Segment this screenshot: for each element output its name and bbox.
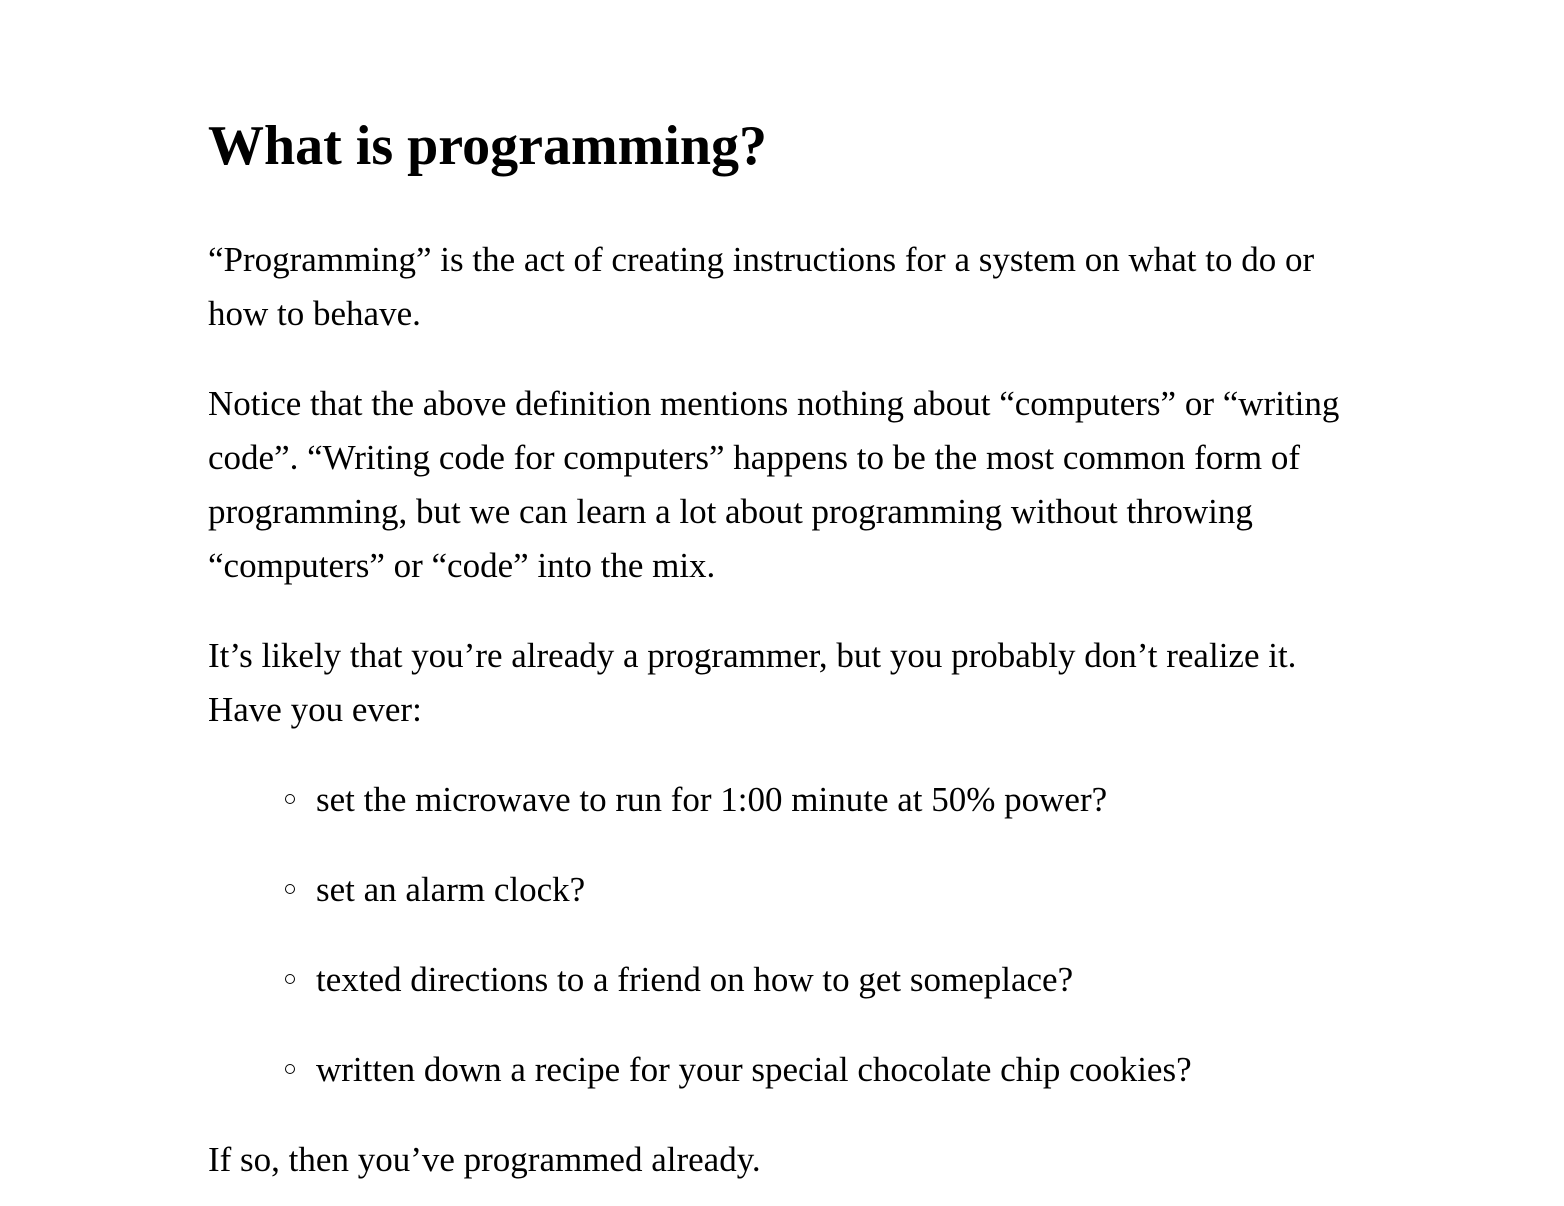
list-item-text: written down a recipe for your special chocolate chip cookies?: [316, 1050, 1192, 1089]
list-item: [208, 953, 1368, 1007]
question-paragraph: It’s likely that you’re already a programmer, but you probably don’t realize it. Have you ever:: [208, 636, 1297, 729]
circle-bullet-icon: [285, 974, 295, 984]
circle-bullet-icon: [285, 884, 295, 894]
list-item: [208, 1043, 1368, 1097]
list-item-text: texted directions to a friend on how to get someplace?: [316, 960, 1074, 999]
circle-bullet-icon: [285, 1064, 295, 1074]
closing-paragraph: If so, then you’ve programmed already.: [208, 1140, 761, 1179]
list-item: [208, 773, 1368, 827]
examples-list: [208, 773, 1368, 1097]
list-item-text: set the microwave to run for 1:00 minute at 50% power?: [316, 780, 1108, 819]
list-item: [208, 863, 1368, 917]
article: [208, 0, 1368, 1187]
list-item-text: set an alarm clock?: [316, 870, 586, 909]
circle-bullet-icon: [285, 794, 295, 804]
notice-paragraph: Notice that the above definition mentions nothing about “computers” or “writing code”. “Writing code for computers” happens to be the most common form of programming, but we can learn a lot about programming without throwing “computers” or “code” into the mix.: [208, 384, 1340, 585]
page-title: What is programming?: [208, 115, 767, 177]
definition-paragraph: “Programming” is the act of creating instructions for a system on what to do or how to behave.: [208, 240, 1315, 333]
